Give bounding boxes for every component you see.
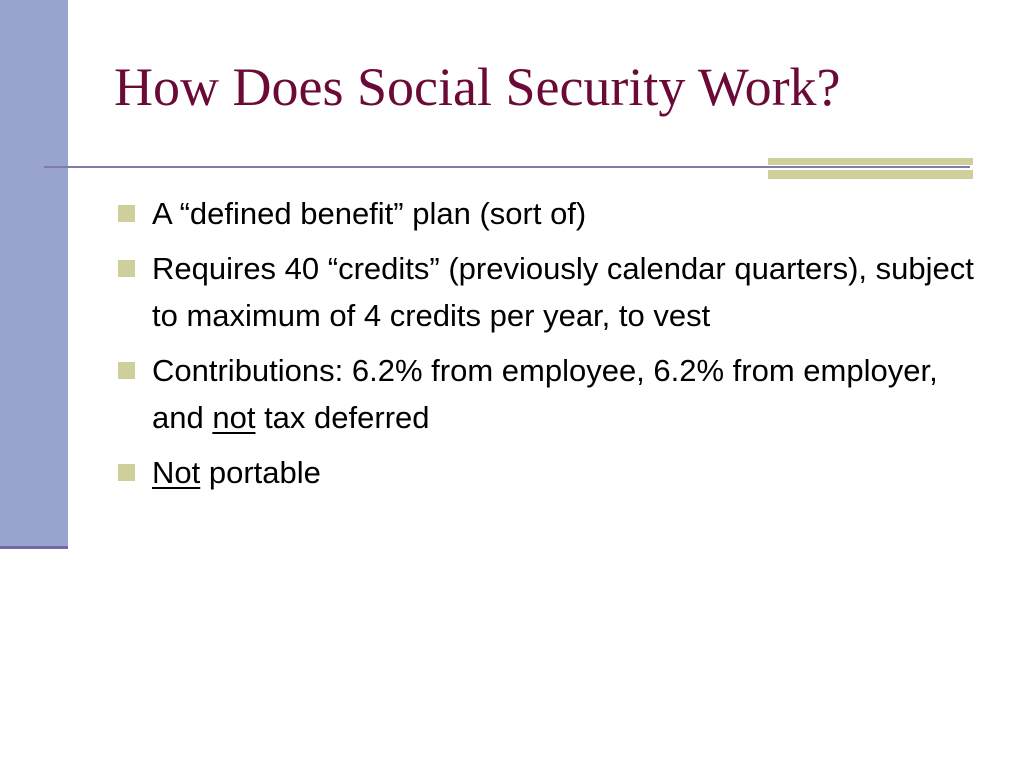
bullet-item [116,449,976,496]
left-bar-shadow [0,546,68,549]
bullet-item [116,347,976,441]
square-bullet-icon [118,205,135,222]
bullet-list [116,190,976,504]
title-divider-line [44,166,970,168]
bullet-text: Contributions: 6.2% from employee, 6.2% from employer, and [152,353,938,435]
bullet-text: A “defined benefit” plan (sort of) [152,196,587,231]
divider-accent-bottom [768,170,973,179]
divider-accent-top [768,158,973,165]
slide-title: How Does Social Security Work? [114,57,841,117]
square-bullet-icon [118,260,135,277]
left-decorative-bar [0,0,68,546]
bullet-text: portable [200,455,321,490]
square-bullet-icon [118,464,135,481]
underlined-emphasis: Not [152,455,201,490]
bullet-text: Requires 40 “credits” (previously calendar quarters), subject to maximum of 4 credits per year, to vest [152,251,974,333]
bullet-item [116,245,976,339]
underlined-emphasis: not [212,400,256,435]
square-bullet-icon [118,362,135,379]
bullet-item [116,190,976,237]
bullet-text: tax deferred [255,400,430,435]
